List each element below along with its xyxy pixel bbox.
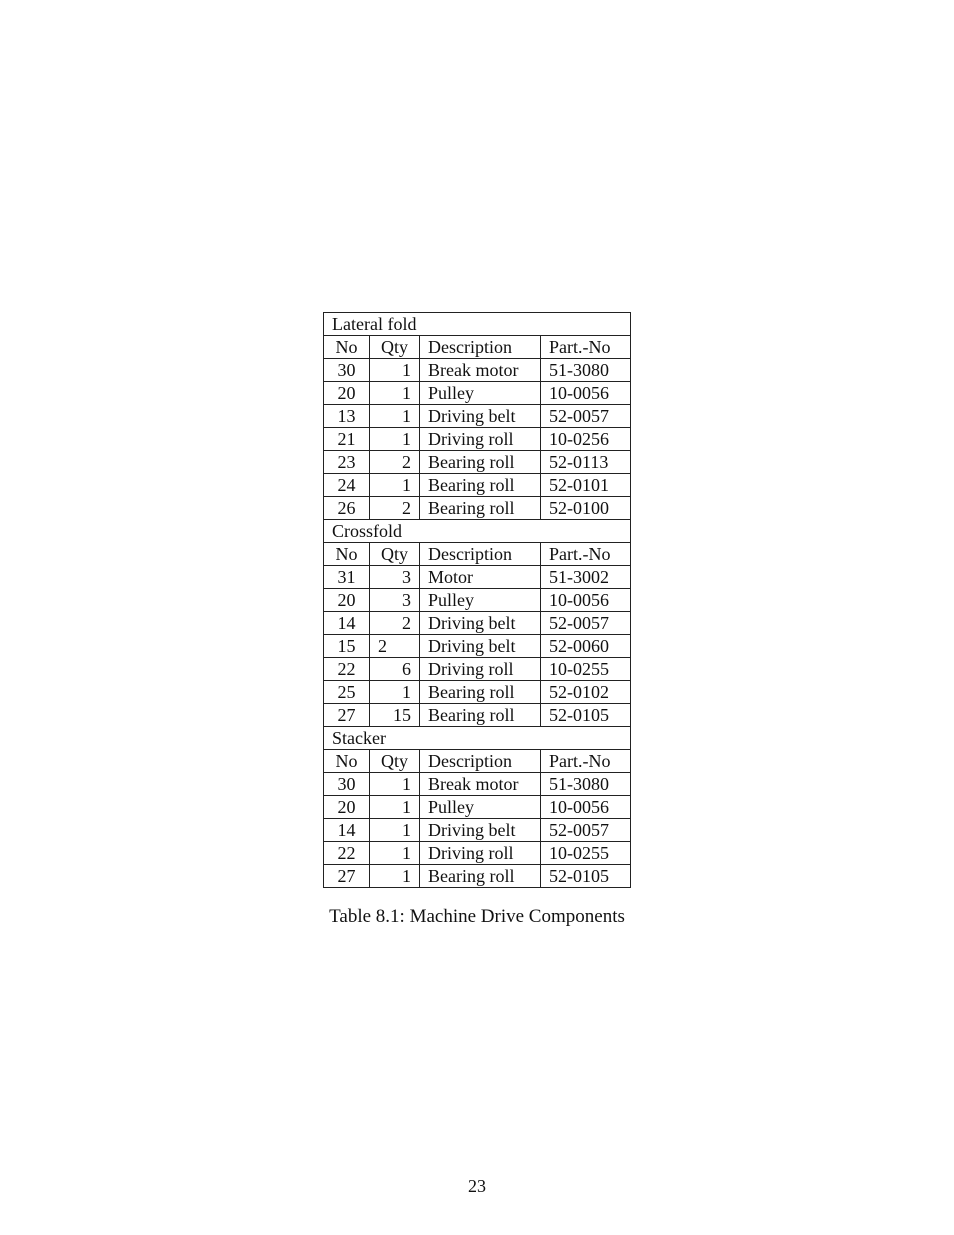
- cell-description: Pulley: [420, 382, 541, 405]
- cell-description: Pulley: [420, 589, 541, 612]
- cell-part-no: 51-3080: [541, 359, 631, 382]
- cell-no: 25: [324, 681, 370, 704]
- parts-table-body: [324, 313, 631, 888]
- header-part-no: Part.-No: [541, 543, 631, 566]
- cell-no: 23: [324, 451, 370, 474]
- cell-description: Break motor: [420, 773, 541, 796]
- cell-part-no: 10-0255: [541, 658, 631, 681]
- section-title: Lateral fold: [324, 313, 631, 336]
- cell-part-no: 52-0057: [541, 819, 631, 842]
- cell-qty: 1: [370, 474, 420, 497]
- cell-part-no: 51-3080: [541, 773, 631, 796]
- cell-qty: 1: [370, 405, 420, 428]
- cell-part-no: 52-0060: [541, 635, 631, 658]
- header-no: No: [324, 750, 370, 773]
- table-row: [324, 566, 631, 589]
- cell-part-no: 52-0105: [541, 865, 631, 888]
- cell-qty: 1: [370, 865, 420, 888]
- table-row: [324, 681, 631, 704]
- cell-description: Driving roll: [420, 428, 541, 451]
- cell-no: 27: [324, 865, 370, 888]
- cell-no: 22: [324, 842, 370, 865]
- machine-drive-components-table: [323, 312, 631, 888]
- header-no: No: [324, 336, 370, 359]
- header-qty: Qty: [370, 336, 420, 359]
- cell-description: Driving belt: [420, 612, 541, 635]
- cell-no: 20: [324, 589, 370, 612]
- cell-part-no: 52-0057: [541, 612, 631, 635]
- cell-qty: 1: [370, 842, 420, 865]
- cell-qty: 1: [370, 773, 420, 796]
- cell-qty: 1: [370, 359, 420, 382]
- cell-no: 24: [324, 474, 370, 497]
- cell-no: 14: [324, 819, 370, 842]
- parts-table-container: [323, 312, 631, 888]
- table-row: [324, 382, 631, 405]
- table-row: [324, 589, 631, 612]
- header-qty: Qty: [370, 543, 420, 566]
- cell-description: Bearing roll: [420, 681, 541, 704]
- cell-part-no: 10-0056: [541, 589, 631, 612]
- cell-description: Bearing roll: [420, 704, 541, 727]
- cell-no: 20: [324, 796, 370, 819]
- cell-no: 13: [324, 405, 370, 428]
- table-row: [324, 819, 631, 842]
- header-qty: Qty: [370, 750, 420, 773]
- cell-no: 20: [324, 382, 370, 405]
- cell-part-no: 10-0056: [541, 796, 631, 819]
- table-row: [324, 612, 631, 635]
- cell-qty: 1: [370, 681, 420, 704]
- section-title: Crossfold: [324, 520, 631, 543]
- cell-description: Bearing roll: [420, 497, 541, 520]
- page-number: 23: [468, 1176, 486, 1196]
- table-row: [324, 405, 631, 428]
- header-row: [324, 543, 631, 566]
- cell-no: 21: [324, 428, 370, 451]
- table-row: [324, 359, 631, 382]
- cell-description: Driving roll: [420, 658, 541, 681]
- section-title-row: [324, 313, 631, 336]
- cell-no: 30: [324, 773, 370, 796]
- table-row: [324, 773, 631, 796]
- cell-part-no: 10-0255: [541, 842, 631, 865]
- cell-qty: 1: [370, 819, 420, 842]
- table-row: [324, 451, 631, 474]
- cell-part-no: 52-0105: [541, 704, 631, 727]
- cell-no: 30: [324, 359, 370, 382]
- cell-description: Bearing roll: [420, 865, 541, 888]
- cell-qty: 3: [370, 566, 420, 589]
- cell-description: Pulley: [420, 796, 541, 819]
- cell-part-no: 52-0100: [541, 497, 631, 520]
- cell-part-no: 52-0113: [541, 451, 631, 474]
- header-description: Description: [420, 543, 541, 566]
- table-row: [324, 796, 631, 819]
- table-row: [324, 704, 631, 727]
- cell-qty: 1: [370, 382, 420, 405]
- table-row: [324, 865, 631, 888]
- cell-part-no: 52-0102: [541, 681, 631, 704]
- cell-qty: 2: [370, 612, 420, 635]
- header-row: [324, 750, 631, 773]
- section-title-row: [324, 520, 631, 543]
- cell-qty: 1: [370, 428, 420, 451]
- cell-qty: 6: [370, 658, 420, 681]
- cell-no: 22: [324, 658, 370, 681]
- cell-part-no: 51-3002: [541, 566, 631, 589]
- cell-qty: 2: [370, 451, 420, 474]
- cell-description: Bearing roll: [420, 474, 541, 497]
- table-row: [324, 497, 631, 520]
- cell-qty: 1: [370, 796, 420, 819]
- section-title: Stacker: [324, 727, 631, 750]
- cell-description: Driving belt: [420, 405, 541, 428]
- cell-qty: 2: [370, 635, 420, 658]
- cell-no: 15: [324, 635, 370, 658]
- header-part-no: Part.-No: [541, 750, 631, 773]
- header-no: No: [324, 543, 370, 566]
- cell-part-no: 10-0256: [541, 428, 631, 451]
- cell-no: 26: [324, 497, 370, 520]
- cell-part-no: 10-0056: [541, 382, 631, 405]
- table-row: [324, 474, 631, 497]
- cell-description: Driving roll: [420, 842, 541, 865]
- cell-qty: 2: [370, 497, 420, 520]
- cell-description: Driving belt: [420, 819, 541, 842]
- table-row: [324, 842, 631, 865]
- cell-description: Bearing roll: [420, 451, 541, 474]
- cell-qty: 15: [370, 704, 420, 727]
- header-description: Description: [420, 750, 541, 773]
- section-title-row: [324, 727, 631, 750]
- cell-no: 31: [324, 566, 370, 589]
- header-part-no: Part.-No: [541, 336, 631, 359]
- cell-part-no: 52-0057: [541, 405, 631, 428]
- cell-no: 14: [324, 612, 370, 635]
- cell-part-no: 52-0101: [541, 474, 631, 497]
- table-caption: Table 8.1: Machine Drive Components: [329, 906, 625, 927]
- cell-description: Break motor: [420, 359, 541, 382]
- cell-description: Driving belt: [420, 635, 541, 658]
- cell-description: Motor: [420, 566, 541, 589]
- header-row: [324, 336, 631, 359]
- table-row: [324, 658, 631, 681]
- cell-qty: 3: [370, 589, 420, 612]
- cell-no: 27: [324, 704, 370, 727]
- table-row: [324, 635, 631, 658]
- header-description: Description: [420, 336, 541, 359]
- table-row: [324, 428, 631, 451]
